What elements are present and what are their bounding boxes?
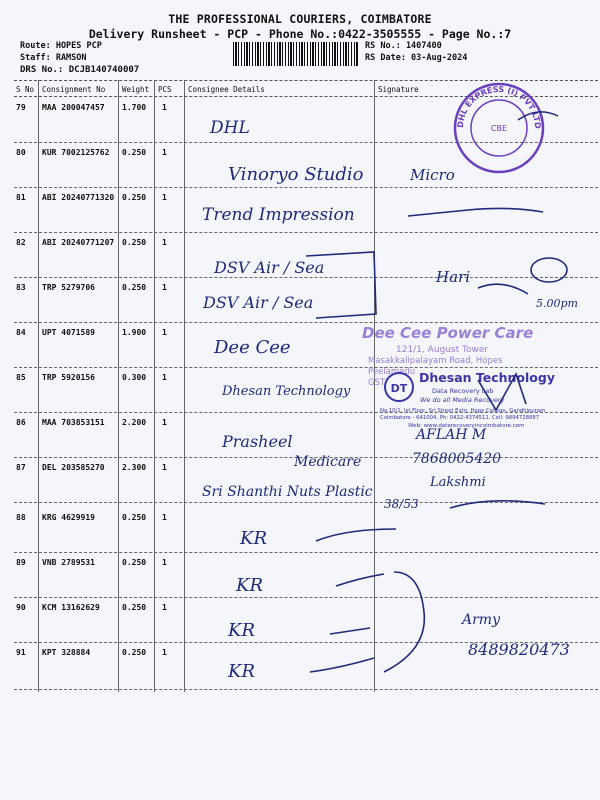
row-separator: [14, 187, 598, 188]
serial-number: 84: [16, 328, 26, 337]
handwritten-consignee: Dee Cee: [214, 337, 291, 358]
weight-value: 0.250: [122, 558, 147, 567]
table-row: [14, 235, 598, 281]
weight-value: 0.250: [122, 238, 147, 247]
handwritten-consignee: Vinoryo Studio: [228, 164, 364, 185]
handwritten-consignee: KR: [240, 528, 267, 549]
row-separator: [14, 642, 598, 643]
consignment-number: KCM 13162629: [42, 603, 100, 612]
handwritten-consignee: KR: [228, 661, 255, 682]
pieces-count: 1: [162, 283, 167, 292]
col-signature: Signature: [378, 85, 419, 94]
handwritten-name: AFLAH M: [416, 427, 487, 443]
deecee-stamp-addr: Masakkalipalayam Road, Hopes: [368, 356, 503, 366]
barcode: [233, 42, 359, 66]
handwritten-signature: Army: [462, 612, 500, 628]
table-row: [14, 100, 598, 146]
pieces-count: 1: [162, 418, 167, 427]
deecee-stamp-addr: Peelamedu: [368, 367, 416, 377]
pieces-count: 1: [162, 193, 167, 202]
serial-number: 83: [16, 283, 26, 292]
table-row: [14, 415, 598, 461]
consignment-number: KPT 328884: [42, 648, 91, 657]
handwritten-phone: 8489820473: [468, 640, 570, 659]
handwritten-consignee: DSV Air / Sea: [203, 293, 314, 312]
row-separator: [14, 552, 598, 553]
consignment-number: ABI 20240771320: [42, 193, 115, 202]
consignment-number: TRP 5279706: [42, 283, 95, 292]
consignment-number: TRP 5920156: [42, 373, 95, 382]
handwritten-consignee: DHL: [210, 118, 250, 138]
serial-number: 79: [16, 103, 26, 112]
deecee-stamp-gst: GST: [368, 378, 386, 388]
col-consignee: Consignee Details: [188, 85, 265, 94]
serial-number: 80: [16, 148, 26, 157]
weight-value: 0.250: [122, 648, 147, 657]
table-row: [14, 280, 598, 326]
row-separator: [14, 142, 598, 143]
pieces-count: 1: [162, 558, 167, 567]
serial-number: 86: [16, 418, 26, 427]
consignment-number: UPT 4071589: [42, 328, 95, 337]
row-separator: [14, 412, 598, 413]
company-name: THE PROFESSIONAL COURIERS, COIMBATORE: [168, 12, 432, 26]
weight-value: 0.250: [122, 513, 147, 522]
serial-number: 91: [16, 648, 26, 657]
consignment-number: VNB 2789531: [42, 558, 95, 567]
table-row: [14, 510, 598, 556]
col-sno: S No: [16, 85, 35, 94]
pieces-count: 1: [162, 603, 167, 612]
handwritten-signature: Micro: [410, 166, 455, 184]
serial-number: 82: [16, 238, 26, 247]
row-separator: [14, 597, 598, 598]
runsheet-subtitle: Delivery Runsheet - PCP - Phone No.:0422-3505555 - Page No.:7: [88, 27, 512, 41]
header-bottom-rule: [14, 96, 598, 97]
table-row: [14, 370, 598, 416]
row-separator: [14, 277, 598, 278]
col-weight: Weight: [122, 85, 150, 94]
deecee-stamp-addr: 121/1, August Tower: [396, 345, 489, 355]
pieces-count: 1: [162, 648, 167, 657]
weight-value: 0.250: [122, 193, 147, 202]
row-separator: [14, 502, 598, 503]
handwritten-phone: 7868005420: [412, 451, 502, 467]
dhesan-tagline: We do all Media Recovery: [420, 396, 505, 404]
row-separator: [14, 367, 598, 368]
weight-value: 1.700: [122, 103, 147, 112]
pieces-count: 1: [162, 373, 167, 382]
handwritten-consignee: Dhesan Technology: [222, 384, 351, 399]
pieces-count: 1: [162, 328, 167, 337]
staff-label: Staff: RAMSON: [20, 53, 87, 63]
consignment-number: MAA 703853151: [42, 418, 105, 427]
weight-value: 2.200: [122, 418, 147, 427]
header-top-rule: [14, 80, 598, 81]
dhl-stamp-ring-text: DHL EXPRESS (I) PVT LTD: [455, 84, 543, 129]
weight-value: 0.250: [122, 283, 147, 292]
table-row: [14, 600, 598, 646]
table-row: [14, 325, 598, 371]
table-row: [14, 145, 598, 191]
row-separator: [14, 457, 598, 458]
pieces-count: 1: [162, 148, 167, 157]
table-row: [14, 460, 598, 506]
dhesan-name: Dhesan Technology: [419, 370, 555, 385]
weight-value: 2.300: [122, 463, 147, 472]
col-consignment: Consignment No: [42, 85, 106, 94]
weight-value: 0.300: [122, 373, 147, 382]
serial-number: 87: [16, 463, 26, 472]
consignment-number: KUR 7002125762: [42, 148, 110, 157]
rs-number: RS No.: 1407400: [365, 41, 442, 51]
serial-number: 90: [16, 603, 26, 612]
consignment-number: KRG 4629919: [42, 513, 95, 522]
table-row: [14, 645, 598, 691]
row-separator: [14, 232, 598, 233]
handwritten-consignee: KR: [228, 620, 255, 641]
serial-number: 89: [16, 558, 26, 567]
dhesan-web: Web: www.datarecoveryincoimbatore.com: [408, 423, 525, 429]
handwritten-time: 5.00pm: [536, 297, 578, 310]
handwritten-consignee: DSV Air / Sea: [214, 258, 325, 277]
dhesan-logo: DT: [390, 382, 408, 395]
dhesan-tagline: Data Recovery Lab: [432, 387, 494, 395]
handwritten-consignee: Prasheel: [222, 432, 293, 451]
rs-date: RS Date: 03-Aug-2024: [365, 53, 468, 63]
handwritten-consignee: KR: [236, 575, 263, 596]
table-row: [14, 555, 598, 601]
row-separator: [14, 322, 598, 323]
handwritten-signature: Hari: [436, 268, 470, 286]
weight-value: 1.900: [122, 328, 147, 337]
serial-number: 88: [16, 513, 26, 522]
pieces-count: 1: [162, 238, 167, 247]
route-label: Route: HOPES PCP: [20, 41, 102, 51]
table-row: [14, 190, 598, 236]
consignment-number: MAA 200047457: [42, 103, 105, 112]
handwritten-name: Lakshmi: [430, 475, 486, 490]
consignment-number: ABI 20240771207: [42, 238, 115, 247]
deecee-stamp-name: Dee Cee Power Care: [362, 324, 534, 342]
weight-value: 0.250: [122, 603, 147, 612]
dhesan-address: No.10/1, Ist Floor, Sri Street Extn, Hope College, Gandhipuram: [380, 408, 546, 414]
handwritten-consignee: Trend Impression: [202, 205, 355, 225]
dhesan-address: Coimbatore - 641004, Ph: 0422-4374511, Cell: 9894728887: [380, 415, 540, 421]
handwritten-consignee: Sri Shanthi Nuts Plastic: [202, 484, 373, 500]
serial-number: 85: [16, 373, 26, 382]
weight-value: 0.250: [122, 148, 147, 157]
pieces-count: 1: [162, 463, 167, 472]
dhl-stamp-center: CBE: [490, 124, 508, 133]
pieces-count: 1: [162, 103, 167, 112]
consignment-number: DEL 203585270: [42, 463, 105, 472]
serial-number: 81: [16, 193, 26, 202]
pieces-count: 1: [162, 513, 167, 522]
handwritten-note: 38/53: [384, 497, 419, 511]
row-separator: [14, 689, 598, 690]
col-pcs: PCS: [158, 85, 172, 94]
drs-number: DRS No.: DCJB140740007: [20, 65, 140, 75]
handwritten-consignee: Medicare: [294, 454, 362, 470]
